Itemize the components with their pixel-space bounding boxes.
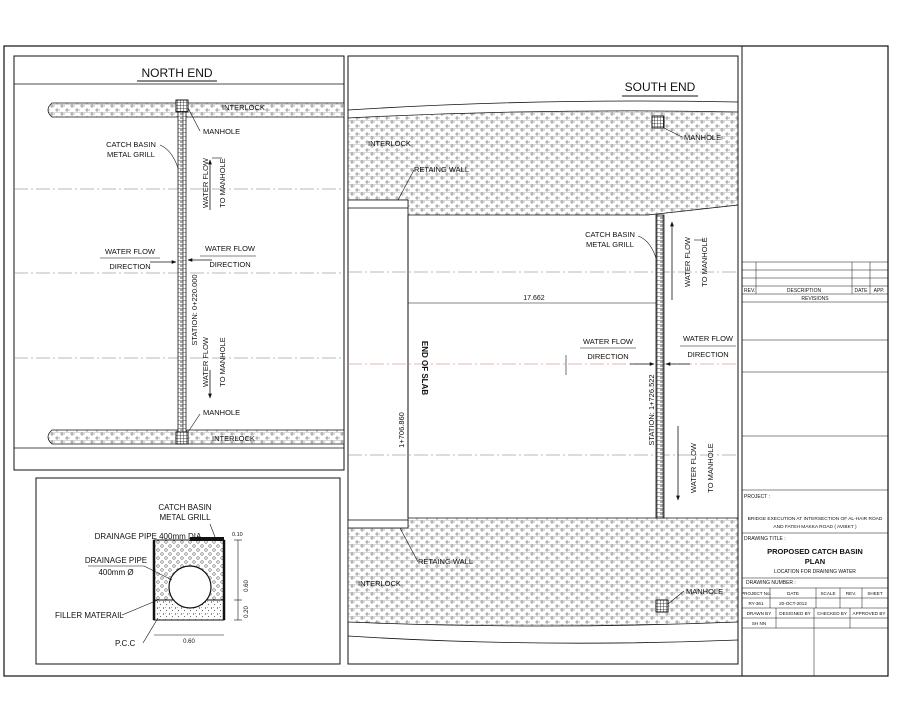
water-flow-label: DIRECTION [209,260,251,269]
manhole [176,100,188,112]
water-flow-label: WATER FLOW [205,244,255,253]
drawing-title: PLAN [804,557,826,566]
interlock-strip [48,430,344,444]
catch-basin-label: CATCH BASIN [585,230,635,239]
catch-basin-label: METAL GRILL [586,240,634,249]
drawing-subtitle: LOCATION FOR DRAINING WATER [774,569,856,575]
water-flow-label: DIRECTION [587,352,629,361]
project-line: AND FATEH MAKKA ROAD ( AVIBKT ) [773,525,857,530]
info-header: SCALE [820,591,836,596]
south-end-title: SOUTH END [624,80,696,94]
water-flow-label: WATER FLOW [689,443,698,493]
interlock-label: INTERLOCK [358,579,401,588]
south-end-view [348,56,738,664]
interlock-label: INTERLOCK [212,434,255,443]
manhole-label: MANHOLE [686,587,724,596]
water-flow-label: TO MANHOLE [218,158,227,208]
interlock-strip [48,103,344,117]
interlock-area [348,518,738,626]
drawing-number-label: DRAWING NUMBER : [746,580,796,586]
rev-header: APP. [873,288,885,294]
catch-basin-label: METAL GRILL [107,150,155,159]
manhole [656,600,668,612]
info-header: PROJECT No. [741,591,771,596]
water-flow-label: DIRECTION [109,262,151,271]
water-flow-label: WATER FLOW [583,337,633,346]
catch-basin-label: CATCH BASIN [106,140,156,149]
water-flow-label: DIRECTION [687,350,729,359]
revisions-label: REVISIONS [801,296,829,302]
dimension-label: 0.10 [232,532,243,538]
drainage-pipe-label: 400mm Ø [98,568,134,577]
dimension-label: 0.20 [244,606,250,618]
drainage-pipe-dia-label: DRAINAGE PIPE 400mm DIA [94,532,202,541]
project-line: BRIDGE EXECUTION AT INTERSECTION OF AL-HAIR ROAD [747,517,883,522]
catch-basin-grill [178,112,186,432]
staff-header: DESIGNED BY [779,611,811,616]
water-flow-label: TO MANHOLE [706,443,715,493]
info-header: DATE [787,591,799,596]
info-value: 20-OCT-2012 [779,601,807,606]
water-flow-label: WATER FLOW [201,158,210,208]
retaining-wall-label: RETAING WALL [414,165,470,174]
north-end-title: NORTH END [141,66,213,80]
info-value: RY-361 [748,601,764,606]
water-flow-label: TO MANHOLE [218,337,227,387]
chainage-label: 1+706.860 [397,412,406,448]
staff-value: SH NN [751,621,767,626]
interlock-area [348,111,738,215]
staff-header: CHECKED BY [817,611,847,616]
info-header: REV. [845,591,857,596]
station-label: STATION: 1+726.522 [647,374,656,446]
manhole-label: MANHOLE [203,127,241,136]
dimension-label: 17.662 [523,295,545,302]
rev-header: DESCRIPTION [786,288,822,294]
water-flow-label: WATER FLOW [683,237,692,287]
water-flow-label: WATER FLOW [105,247,155,256]
pcc-label: P.C.C [115,639,136,648]
manhole [652,116,664,128]
water-flow-label: TO MANHOLE [700,237,709,287]
manhole-label: MANHOLE [684,133,722,142]
manhole-label: MANHOLE [203,408,241,417]
water-flow-label: WATER FLOW [683,334,733,343]
rev-header: REV. [744,288,756,294]
end-of-slab-label: END OF SLAB [420,340,429,396]
retaining-wall-label: RETAING WALL [418,557,474,566]
interlock-label: INTERLOCK [222,103,265,112]
station-label: STATION: 0+220.000 [190,274,199,346]
filler-label: FILLER MATERAIL [55,611,124,620]
interlock-label: INTERLOCK [368,139,411,148]
staff-header: DRAWN BY [746,611,772,616]
retaining-wall [348,520,408,528]
catch-basin-label: CATCH BASIN [158,503,212,512]
catch-basin-grill [656,215,664,518]
dimension-label: 0.60 [244,580,250,592]
rev-header: DATE [854,288,868,294]
drainage-pipe [169,566,211,608]
staff-header: APPROVED BY [852,611,886,616]
manhole [176,432,188,444]
drawing-title: PROPOSED CATCH BASIN [767,547,863,556]
water-flow-label: WATER FLOW [201,337,210,387]
catch-basin-section-detail [36,478,340,664]
dimension-label: 0.60 [183,639,195,645]
retaining-wall [348,200,408,208]
project-label: PROJECT : [744,494,771,500]
info-header: SHEET [867,591,883,596]
title-block [741,46,888,676]
catch-basin-label: METAL GRILL [159,513,211,522]
north-end-view [14,56,344,470]
drawing-title-label: DRAWING TITLE : [744,536,786,542]
drainage-pipe-label: DRAINAGE PIPE [84,556,148,565]
